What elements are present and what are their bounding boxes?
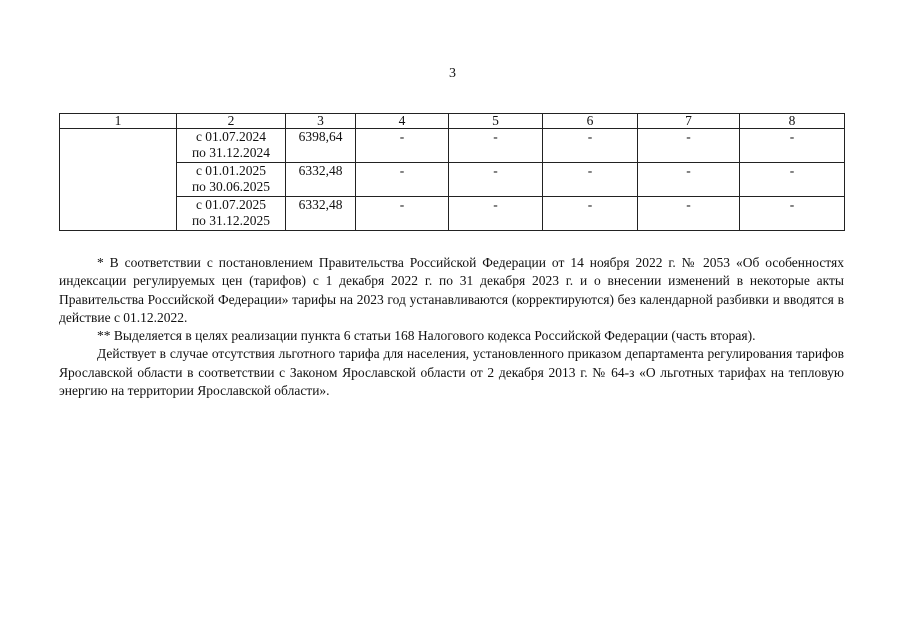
cell-col4: - (356, 163, 449, 197)
cell-col4: - (356, 197, 449, 231)
period-from: с 01.07.2024 (195, 129, 267, 144)
footnote-preferential-tariff: Действует в случае отсутствия льготного тарифа для населения, установленного приказом департамента регулирования тарифов Ярославской области в соответствии с Законом Ярославской области от 2 декабря 2013 г. № 64-з «О льготных тарифах на тепловую энергию на территории Ярославской области». (59, 346, 844, 399)
page-number: 3 (449, 66, 456, 81)
cell-col6: - (543, 197, 638, 231)
column-header-3: 3 (286, 114, 356, 129)
cell-col6: - (543, 129, 638, 163)
table-row (60, 163, 845, 197)
footnotes (59, 254, 844, 400)
table-row (60, 129, 845, 163)
tariff-table (59, 113, 845, 231)
cell-col7: - (638, 197, 740, 231)
period-from: с 01.07.2025 (195, 197, 267, 212)
cell-col6: - (543, 163, 638, 197)
footnote-indexation: * В соответствии с постановлением Правительства Российской Федерации от 14 ноября 2022 г. № 2053 «Об особенностях индексации регулируемых цен (тарифов) с 1 декабря 2022 г. по 31 декабря 2023 г. и о внесении изменений в некоторые акты Правительства Российской Федерации» тарифы на 2023 год устанавливаются (корректируются) без календарной разбивки и вводятся в действие с 01.12.2022. (59, 255, 844, 325)
cell-col7: - (638, 129, 740, 163)
period-to: по 31.12.2024 (191, 145, 271, 160)
cell-col5: - (449, 163, 543, 197)
column-header-2: 2 (177, 114, 286, 129)
table-header-row (60, 114, 845, 129)
period-to: по 30.06.2025 (191, 179, 271, 194)
tariff-value-cell: 6332,48 (286, 163, 356, 197)
period-to: по 31.12.2025 (191, 213, 271, 228)
tariff-value-cell: 6332,48 (286, 197, 356, 231)
column-header-6: 6 (543, 114, 638, 129)
column-header-1: 1 (60, 114, 177, 129)
period-cell (177, 129, 286, 163)
column-header-8: 8 (740, 114, 845, 129)
cell-col4: - (356, 129, 449, 163)
cell-col7: - (638, 163, 740, 197)
footnote-vat: ** Выделяется в целях реализации пункта 6 статьи 168 Налогового кодекса Российской Федерации (часть вторая). (97, 328, 756, 344)
cell-col8: - (740, 163, 845, 197)
table-row (60, 197, 845, 231)
column-header-5: 5 (449, 114, 543, 129)
column-header-7: 7 (638, 114, 740, 129)
period-cell (177, 163, 286, 197)
cell-col8: - (740, 197, 845, 231)
period-cell (177, 197, 286, 231)
tariff-value-cell: 6398,64 (286, 129, 356, 163)
empty-category-cell (60, 129, 177, 231)
period-from: с 01.01.2025 (195, 163, 267, 178)
cell-col5: - (449, 129, 543, 163)
cell-col8: - (740, 129, 845, 163)
cell-col5: - (449, 197, 543, 231)
column-header-4: 4 (356, 114, 449, 129)
